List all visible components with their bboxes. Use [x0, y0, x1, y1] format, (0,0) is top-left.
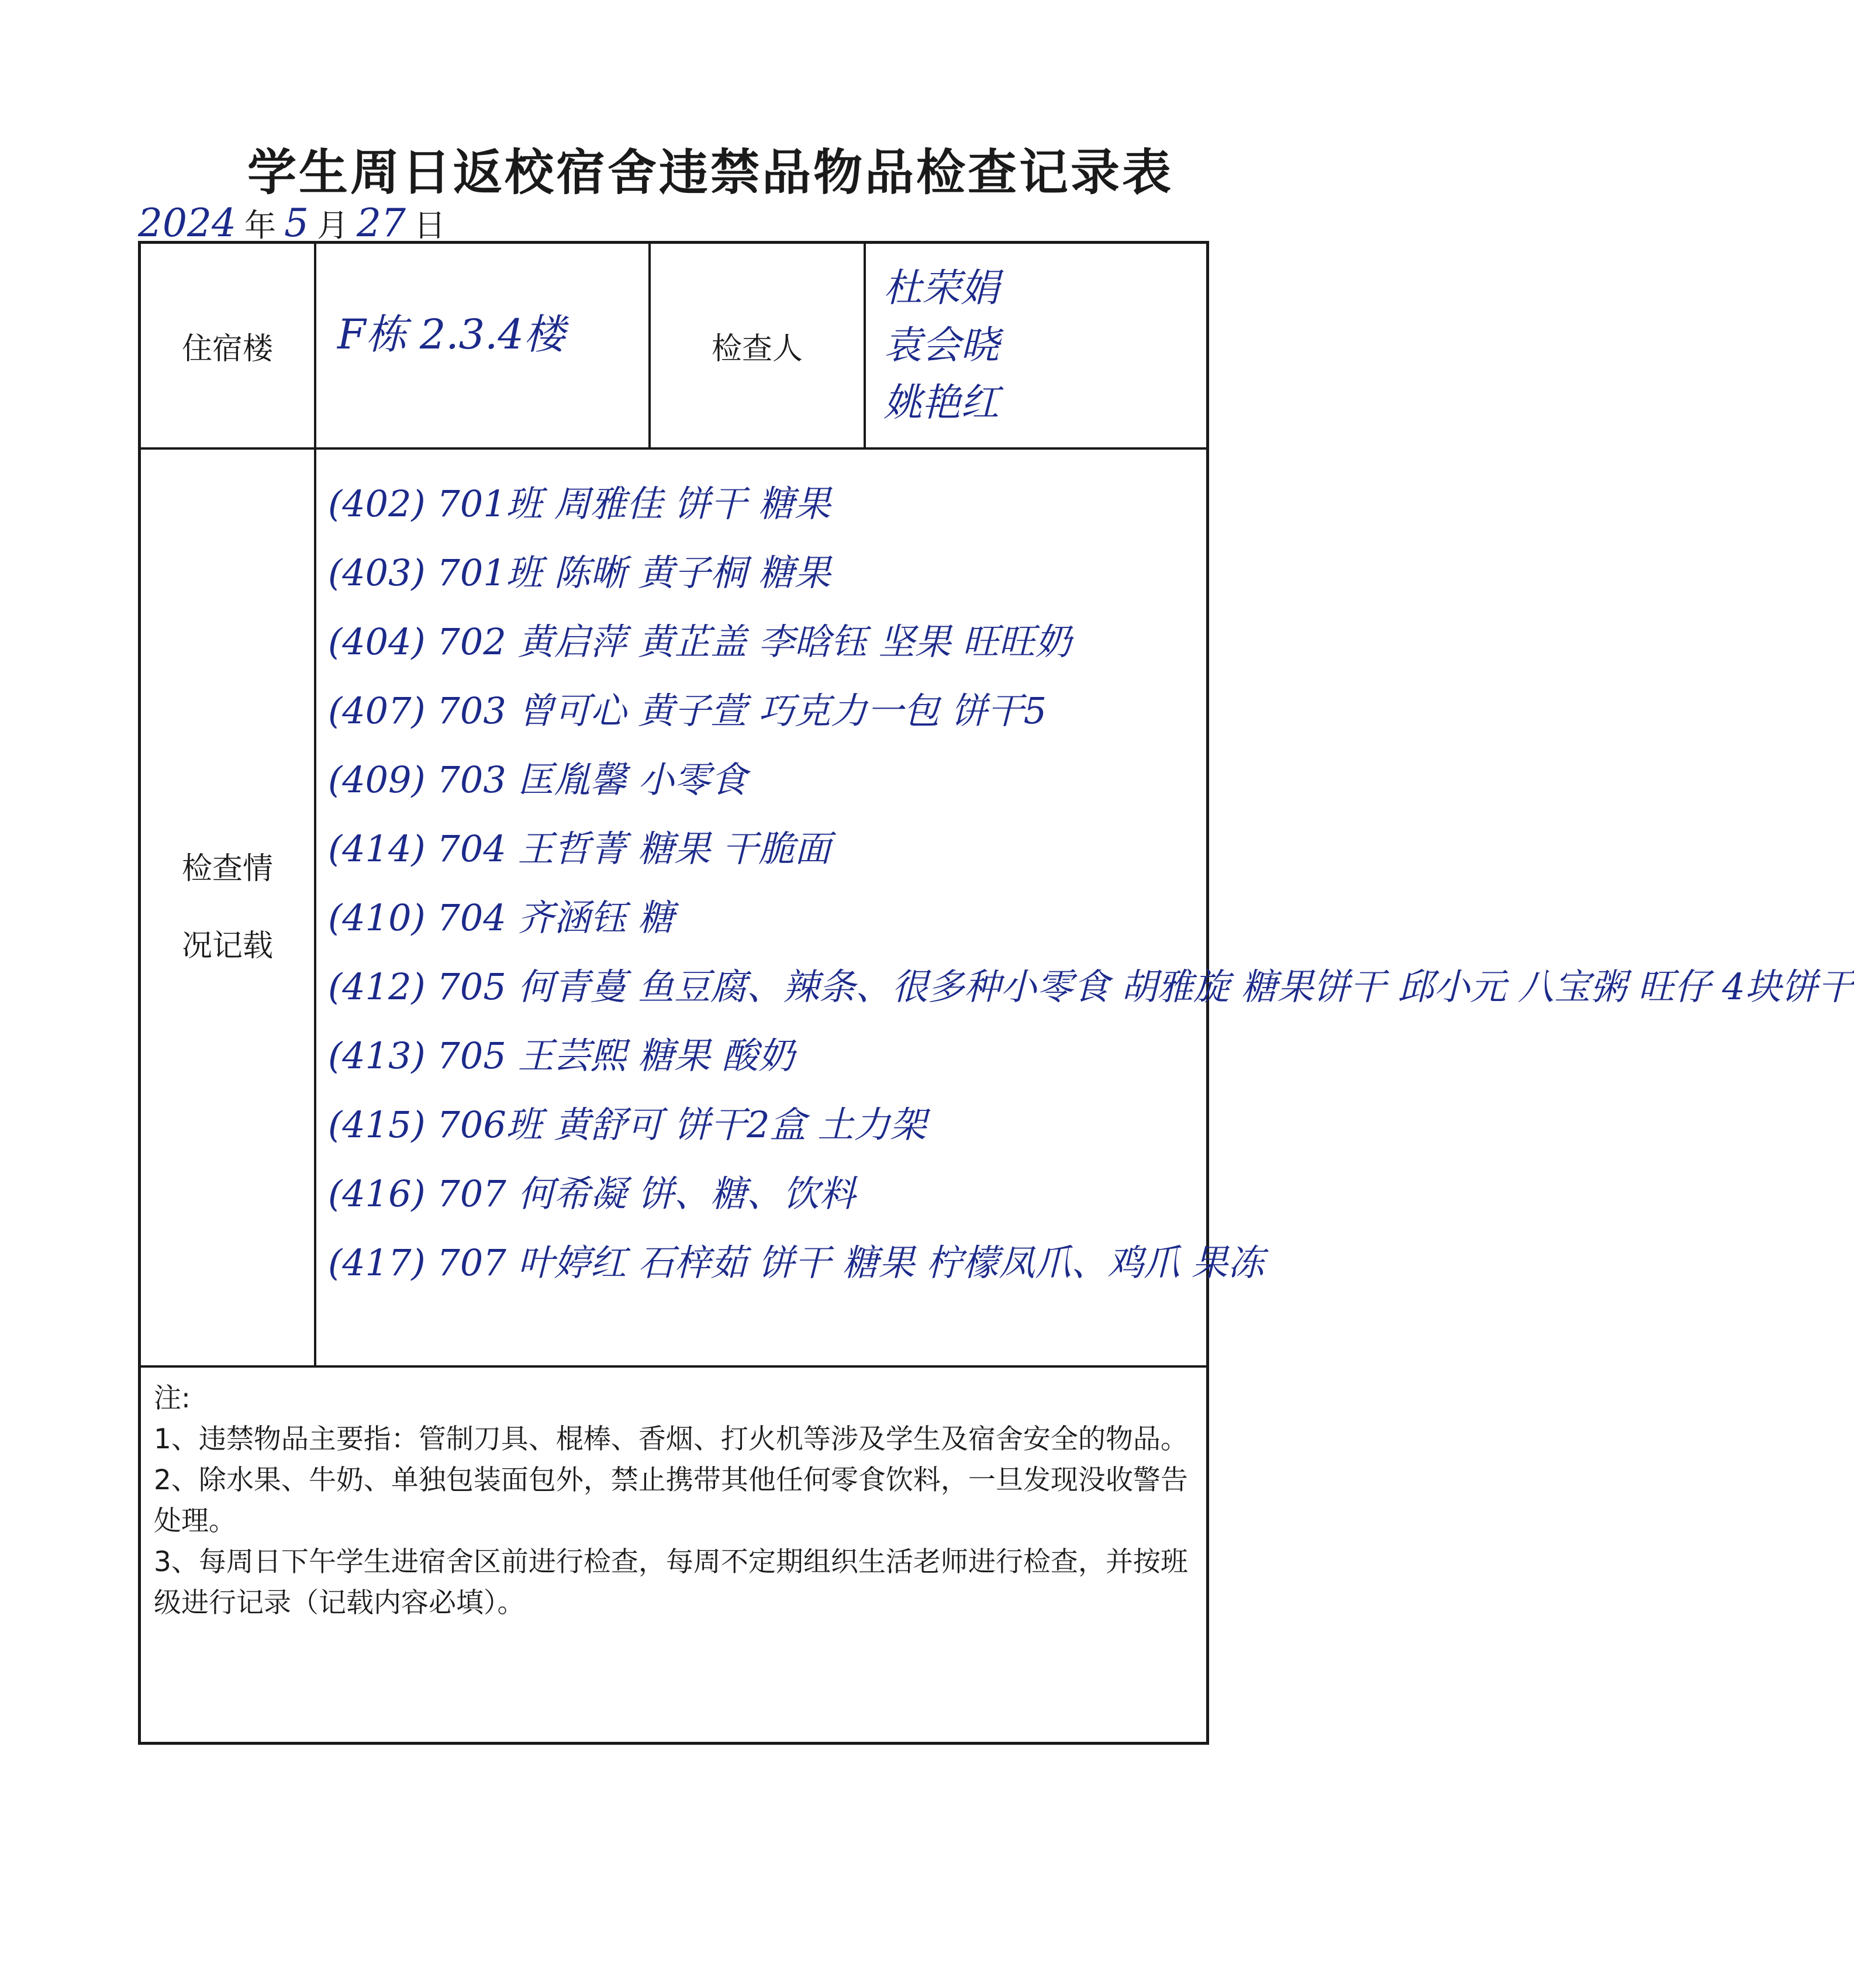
record-line: (415) 706班 黄舒可 饼干2盒 土力架 [328, 1103, 927, 1146]
inspector-label: 检查人 [711, 331, 803, 367]
record-line: (404) 702 黄启萍 黄芷盖 李晗钰 坚果 旺旺奶 [328, 620, 1072, 663]
inspector-name: 袁会晓 [883, 323, 999, 368]
record-line: (414) 704 王哲菁 糖果 干脆面 [328, 827, 831, 870]
inspection-body-row [141, 450, 1854, 1368]
date-month: 5 [284, 201, 309, 246]
date-year: 2024 [138, 201, 236, 246]
notes-row [141, 1368, 1206, 1742]
inspection-label-line1: 检查情 [181, 851, 273, 886]
date-year-label: 年 [244, 207, 276, 244]
inspection-records [328, 466, 1854, 1294]
record-table [138, 241, 1854, 1745]
inspection-label-cell [141, 450, 316, 1365]
record-line: (409) 703 匡胤馨 小零食 [328, 758, 747, 801]
note-item: 3、每周日下午学生进宿舍区前进行检查，每周不定期组织生活老师进行检查，并按班级进行记录（记载内容必填）。 [154, 1546, 1188, 1619]
date-day: 27 [356, 201, 406, 246]
dorm-label: 住宿楼 [181, 331, 273, 367]
inspector-label-cell [651, 244, 866, 447]
record-line: (410) 704 齐涵钰 糖 [328, 896, 675, 939]
dorm-value: F栋 2.3.4楼 [337, 310, 565, 358]
notes-heading: 注: [154, 1382, 191, 1414]
header-row [141, 244, 1206, 450]
record-line: (412) 705 何青蔓 鱼豆腐、辣条、很多种小零食 胡雅旋 糖果饼干 邱小元 八宝粥 旺仔 4块饼干 [328, 965, 1854, 1008]
inspector-names-cell [866, 244, 1212, 447]
note-item: 1、违禁物品主要指：管制刀具、棍棒、香烟、打火机等涉及学生及宿舍安全的物品。 [154, 1423, 1188, 1455]
inspection-label-line2: 况记载 [181, 929, 273, 964]
date-day-label: 日 [413, 207, 446, 244]
date-month-label: 月 [316, 207, 348, 244]
record-line: (416) 707 何希凝 饼、糖、饮料 [328, 1172, 856, 1215]
inspector-name: 杜荣娟 [883, 265, 999, 310]
dorm-label-cell [141, 244, 316, 447]
record-line: (407) 703 曾可心 黄子萱 巧克力一包 饼干5 [328, 689, 1047, 732]
record-line: (417) 707 叶婷红 石梓茹 饼干 糖果 柠檬凤爪、鸡爪 果冻 [328, 1241, 1265, 1284]
record-line: (413) 705 王芸熙 糖果 酸奶 [328, 1034, 795, 1077]
record-line: (402) 701班 周雅佳 饼干 糖果 [328, 482, 831, 525]
inspector-name: 姚艳红 [883, 380, 999, 425]
date-line [133, 193, 449, 246]
note-item: 2、除水果、牛奶、单独包装面包外，禁止携带其他任何零食饮料，一旦发现没收警告处理。 [154, 1464, 1188, 1537]
dorm-value-cell [316, 244, 651, 447]
record-line: (403) 701班 陈晰 黄子桐 糖果 [328, 551, 831, 594]
form-title: 学生周日返校宿舍违禁品物品检查记录表 [247, 144, 1173, 201]
